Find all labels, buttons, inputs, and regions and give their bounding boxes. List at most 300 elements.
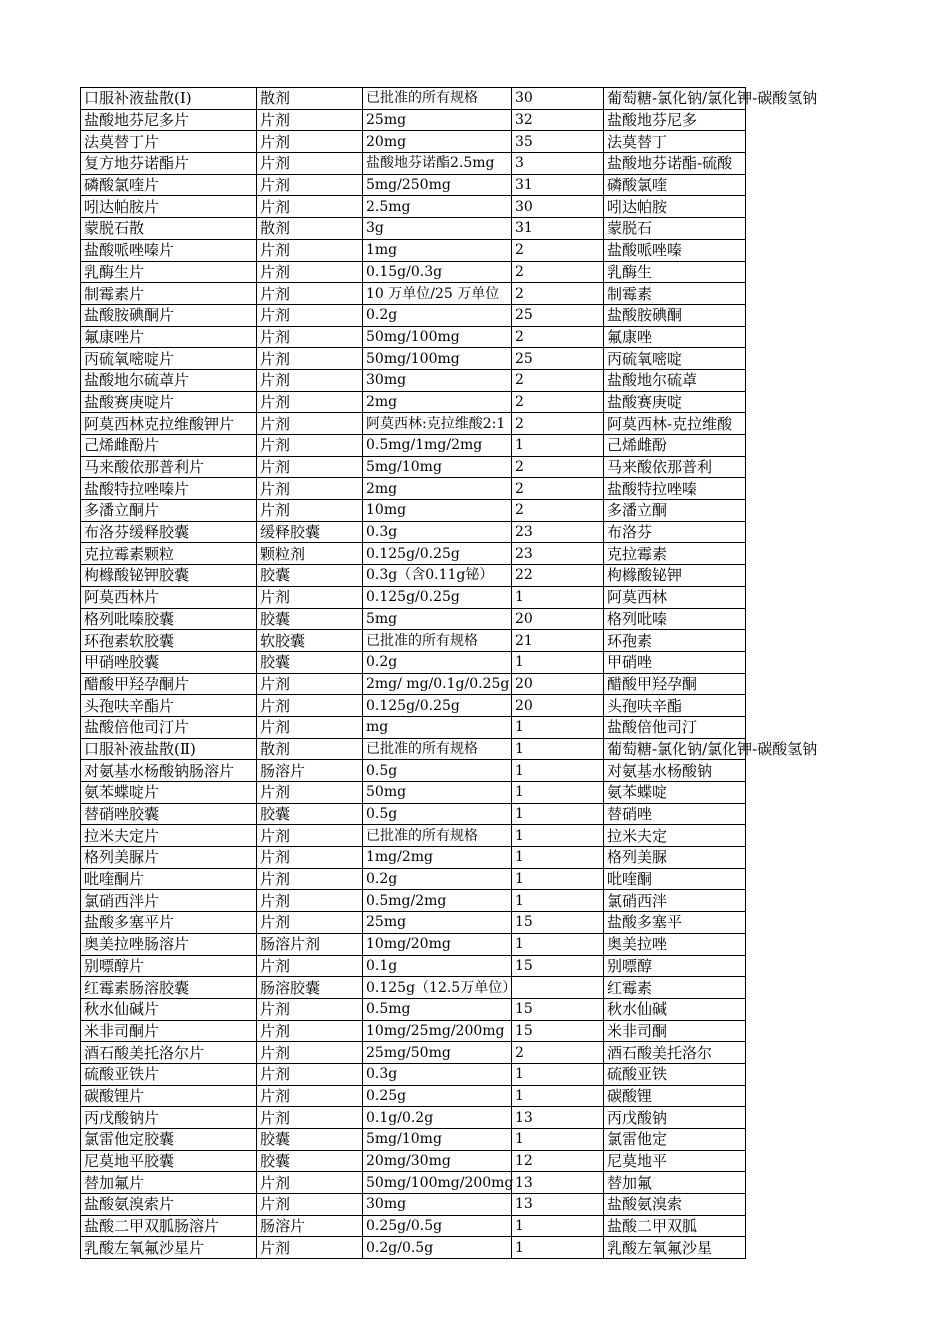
- specification-cell: [363, 825, 512, 847]
- number-cell: [512, 673, 604, 695]
- number-cell-text: 25: [515, 307, 533, 324]
- component-cell: [604, 413, 746, 435]
- specification-cell-text: 10 万单位/25 万单位: [366, 285, 500, 302]
- number-cell-text: 1: [515, 936, 524, 953]
- number-cell-text: 1: [515, 871, 524, 888]
- drug-name-cell-text: 硫酸亚铁片: [84, 1065, 160, 1084]
- specification-cell: [363, 369, 512, 391]
- dosage-form-cell-text: 片剂: [260, 371, 291, 390]
- drug-name-cell: [81, 261, 257, 283]
- dosage-form-cell-text: 胶囊: [260, 566, 291, 585]
- number-cell-text: 1: [515, 849, 524, 866]
- dosage-form-cell: [257, 1237, 363, 1259]
- component-cell: [604, 977, 746, 999]
- number-cell: [512, 283, 604, 305]
- specification-cell: [363, 1150, 512, 1172]
- dosage-form-cell: [257, 153, 363, 175]
- drug-name-cell: [81, 109, 257, 131]
- component-cell: [604, 196, 746, 218]
- specification-cell: [363, 955, 512, 977]
- component-cell-text: 盐酸氨溴索: [607, 1195, 683, 1214]
- drug-name-cell: [81, 847, 257, 869]
- dosage-form-cell-text: 散剂: [260, 219, 291, 238]
- drug-name-cell-text: 阿莫西林克拉维酸钾片: [84, 414, 235, 433]
- number-cell: [512, 955, 604, 977]
- component-cell: [604, 760, 746, 782]
- table-row: [81, 1042, 746, 1064]
- drug-name-cell-text: 拉米夫定片: [84, 826, 160, 845]
- specification-cell-text: 0.2g/0.5g: [366, 1239, 434, 1256]
- dosage-form-cell-text: 散剂: [260, 89, 291, 108]
- specification-cell-text: 10mg: [366, 502, 407, 519]
- component-cell-text: 己烯雌酚: [607, 436, 668, 455]
- specification-cell: [363, 413, 512, 435]
- number-cell-text: 1: [515, 719, 524, 736]
- specification-cell-text: 0.15g/0.3g: [366, 263, 443, 280]
- dosage-form-cell-text: 片剂: [260, 1173, 291, 1192]
- table-row: [81, 890, 746, 912]
- component-cell: [604, 1172, 746, 1194]
- drug-name-cell-text: 丙硫氧嘧啶片: [84, 349, 175, 368]
- drug-name-cell: [81, 500, 257, 522]
- table-row: [81, 673, 746, 695]
- specification-cell-text: 盐酸地芬诺酯2.5mg: [366, 155, 495, 172]
- dosage-form-cell-text: 片剂: [260, 197, 291, 216]
- specification-cell-text: 0.1g: [366, 957, 398, 974]
- specification-cell: [363, 500, 512, 522]
- dosage-form-cell: [257, 456, 363, 478]
- drug-name-cell: [81, 413, 257, 435]
- drug-name-cell: [81, 1172, 257, 1194]
- component-cell-text: 格列美脲: [607, 848, 668, 867]
- component-cell-text: 硫酸亚铁: [607, 1065, 668, 1084]
- number-cell: [512, 716, 604, 738]
- specification-cell-text: 0.2g: [366, 871, 398, 888]
- number-cell: [512, 109, 604, 131]
- component-cell-text: 头孢呋辛酯: [607, 696, 683, 715]
- drug-name-cell: [81, 738, 257, 760]
- dosage-form-cell-text: 片剂: [260, 891, 291, 910]
- component-cell-text: 碳酸锂: [607, 1086, 653, 1105]
- number-cell-text: 13: [515, 1109, 533, 1126]
- drug-name-cell-text: 磷酸氯喹片: [84, 176, 160, 195]
- specification-cell-text: 0.5g: [366, 806, 398, 823]
- number-cell-text: 2: [515, 263, 524, 280]
- number-cell: [512, 435, 604, 457]
- specification-cell: [363, 847, 512, 869]
- drug-name-cell-text: 盐酸特拉唑嗪片: [84, 479, 190, 498]
- table-row: [81, 630, 746, 652]
- number-cell: [512, 912, 604, 934]
- drug-name-cell: [81, 239, 257, 261]
- component-cell: [604, 153, 746, 175]
- dosage-form-cell-text: 片剂: [260, 1021, 291, 1040]
- dosage-form-cell-text: 片剂: [260, 718, 291, 737]
- dosage-form-cell: [257, 933, 363, 955]
- dosage-form-cell-text: 片剂: [260, 176, 291, 195]
- number-cell-text: 22: [515, 567, 533, 584]
- number-cell: [512, 348, 604, 370]
- dosage-form-cell-text: 片剂: [260, 392, 291, 411]
- component-cell: [604, 543, 746, 565]
- number-cell: [512, 847, 604, 869]
- number-cell: [512, 261, 604, 283]
- specification-cell-text: 0.125g（12.5万单位）: [366, 979, 517, 996]
- drug-name-cell: [81, 651, 257, 673]
- drug-name-cell: [81, 695, 257, 717]
- number-cell-text: 1: [515, 437, 524, 454]
- component-cell: [604, 283, 746, 305]
- drug-name-cell: [81, 391, 257, 413]
- dosage-form-cell-text: 胶囊: [260, 1152, 291, 1171]
- component-cell: [604, 565, 746, 587]
- component-cell-text: 氯硝西泮: [607, 891, 668, 910]
- drug-name-cell: [81, 608, 257, 630]
- dosage-form-cell: [257, 847, 363, 869]
- component-cell: [604, 109, 746, 131]
- number-cell: [512, 803, 604, 825]
- drug-name-cell-text: 头孢呋辛酯片: [84, 696, 175, 715]
- drug-name-cell: [81, 1107, 257, 1129]
- drug-name-cell: [81, 435, 257, 457]
- dosage-form-cell-text: 片剂: [260, 262, 291, 281]
- component-cell-text: 盐酸二甲双胍: [607, 1217, 698, 1236]
- component-cell-text: 布洛芬: [607, 523, 653, 542]
- component-cell: [604, 1107, 746, 1129]
- component-cell: [604, 955, 746, 977]
- component-cell: [604, 478, 746, 500]
- number-cell: [512, 1042, 604, 1064]
- specification-cell: [363, 716, 512, 738]
- specification-cell: [363, 478, 512, 500]
- drug-name-cell: [81, 716, 257, 738]
- table-body: [81, 88, 818, 1259]
- specification-cell-text: 0.3g: [366, 1066, 398, 1083]
- dosage-form-cell: [257, 88, 363, 110]
- dosage-form-cell: [257, 977, 363, 999]
- number-cell: [512, 131, 604, 153]
- dosage-form-cell-text: 片剂: [260, 913, 291, 932]
- table-row: [81, 348, 746, 370]
- dosage-form-cell: [257, 608, 363, 630]
- drug-name-cell-text: 丙戊酸钠片: [84, 1108, 160, 1127]
- number-cell-text: 15: [515, 914, 533, 931]
- drug-name-cell-text: 秋水仙碱片: [84, 1000, 160, 1019]
- table-row: [81, 391, 746, 413]
- number-cell-text: 1: [515, 784, 524, 801]
- dosage-form-cell-text: 片剂: [260, 1238, 291, 1257]
- number-cell-text: 1: [515, 1066, 524, 1083]
- table-row: [81, 456, 746, 478]
- component-cell-text: 吲达帕胺: [607, 197, 668, 216]
- component-cell: [604, 304, 746, 326]
- dosage-form-cell: [257, 782, 363, 804]
- number-cell: [512, 608, 604, 630]
- table-row: [81, 1194, 746, 1216]
- specification-cell: [363, 304, 512, 326]
- dosage-form-cell-text: 片剂: [260, 306, 291, 325]
- component-cell: [604, 174, 746, 196]
- number-cell: [512, 304, 604, 326]
- dosage-form-cell-text: 缓释胶囊: [260, 523, 321, 542]
- dosage-form-cell: [257, 283, 363, 305]
- drug-name-cell-text: 氯硝西泮片: [84, 891, 160, 910]
- drug-name-cell-text: 口服补液盐散(Ⅰ): [84, 89, 192, 108]
- drug-name-cell-text: 马来酸依那普利片: [84, 458, 205, 477]
- drug-name-cell: [81, 1129, 257, 1151]
- specification-cell-text: 0.2g: [366, 654, 398, 671]
- component-cell: [604, 88, 818, 110]
- component-cell: [604, 500, 746, 522]
- specification-cell-text: 2mg: [366, 393, 398, 410]
- drug-name-cell: [81, 803, 257, 825]
- drug-name-cell: [81, 196, 257, 218]
- dosage-form-cell-text: 肠溶片: [260, 761, 306, 780]
- number-cell: [512, 998, 604, 1020]
- specification-cell: [363, 196, 512, 218]
- component-cell-text: 丙硫氧嘧啶: [607, 349, 683, 368]
- drug-name-cell: [81, 933, 257, 955]
- specification-cell: [363, 174, 512, 196]
- number-cell: [512, 586, 604, 608]
- drug-name-cell: [81, 673, 257, 695]
- table-row: [81, 1237, 746, 1259]
- table-row: [81, 1063, 746, 1085]
- component-cell-text: 丙戊酸钠: [607, 1108, 668, 1127]
- component-cell: [604, 695, 746, 717]
- table-row: [81, 760, 746, 782]
- dosage-form-cell: [257, 716, 363, 738]
- specification-cell: [363, 261, 512, 283]
- dosage-form-cell: [257, 1042, 363, 1064]
- specification-cell: [363, 912, 512, 934]
- component-cell-text: 别嘌醇: [607, 956, 653, 975]
- component-cell-text: 甲硝唑: [607, 653, 653, 672]
- component-cell: [604, 651, 746, 673]
- component-cell-text: 吡喹酮: [607, 870, 653, 889]
- table-row: [81, 738, 746, 760]
- dosage-form-cell-text: 片剂: [260, 1086, 291, 1105]
- dosage-form-cell: [257, 261, 363, 283]
- dosage-form-cell-text: 片剂: [260, 956, 291, 975]
- specification-cell-text: 0.125g/0.25g: [366, 697, 460, 714]
- specification-cell-text: 0.125g/0.25g: [366, 545, 460, 562]
- number-cell-text: 31: [515, 220, 533, 237]
- dosage-form-cell-text: 片剂: [260, 501, 291, 520]
- component-cell-text: 枸橼酸铋钾: [607, 566, 683, 585]
- specification-cell: [363, 651, 512, 673]
- specification-cell-text: 3g: [366, 220, 384, 237]
- number-cell-text: 2: [515, 242, 524, 259]
- number-cell: [512, 782, 604, 804]
- dosage-form-cell: [257, 1085, 363, 1107]
- number-cell: [512, 630, 604, 652]
- table-row: [81, 1215, 746, 1237]
- specification-cell-text: 0.2g: [366, 307, 398, 324]
- drug-name-cell: [81, 521, 257, 543]
- number-cell: [512, 738, 604, 760]
- drug-name-cell-text: 环孢素软胶囊: [84, 631, 175, 650]
- drug-name-cell-text: 红霉素肠溶胶囊: [84, 978, 190, 997]
- component-cell: [604, 868, 746, 890]
- component-cell-text: 马来酸依那普利: [607, 458, 713, 477]
- drug-name-cell-text: 布洛芬缓释胶囊: [84, 523, 190, 542]
- dosage-form-cell: [257, 868, 363, 890]
- dosage-form-cell-text: 胶囊: [260, 653, 291, 672]
- drug-name-cell-text: 醋酸甲羟孕酮片: [84, 674, 190, 693]
- specification-cell: [363, 153, 512, 175]
- table-row: [81, 1150, 746, 1172]
- number-cell: [512, 326, 604, 348]
- component-cell: [604, 738, 818, 760]
- specification-cell-text: 2mg: [366, 480, 398, 497]
- specification-cell-text: 20mg/30mg: [366, 1153, 451, 1170]
- table-row: [81, 283, 746, 305]
- component-cell: [604, 369, 746, 391]
- number-cell-text: 1: [515, 589, 524, 606]
- drug-name-cell: [81, 88, 257, 110]
- specification-cell-text: 0.25g/0.5g: [366, 1218, 443, 1235]
- drug-name-cell: [81, 326, 257, 348]
- drug-name-cell-text: 盐酸赛庚啶片: [84, 392, 175, 411]
- drug-name-cell-text: 米非司酮片: [84, 1021, 160, 1040]
- component-cell: [604, 391, 746, 413]
- component-cell-text: 盐酸倍他司汀: [607, 718, 698, 737]
- dosage-form-cell-text: 片剂: [260, 111, 291, 130]
- specification-cell-text: 2mg/ mg/0.1g/0.25g: [366, 675, 510, 692]
- number-cell: [512, 1172, 604, 1194]
- dosage-form-cell-text: 片剂: [260, 1195, 291, 1214]
- dosage-form-cell-text: 肠溶胶囊: [260, 978, 321, 997]
- drug-name-cell-text: 替硝唑胶囊: [84, 805, 160, 824]
- specification-cell-text: mg: [366, 719, 389, 736]
- table-row: [81, 695, 746, 717]
- component-cell-text: 环孢素: [607, 631, 653, 650]
- component-cell-text: 阿莫西林-克拉维酸: [607, 414, 733, 433]
- specification-cell: [363, 760, 512, 782]
- dosage-form-cell-text: 胶囊: [260, 609, 291, 628]
- number-cell-text: 1: [515, 1131, 524, 1148]
- dosage-form-cell: [257, 912, 363, 934]
- specification-cell: [363, 608, 512, 630]
- drug-name-cell: [81, 369, 257, 391]
- dosage-form-cell: [257, 131, 363, 153]
- drug-name-cell-text: 乳酶生片: [84, 262, 145, 281]
- component-cell: [604, 1150, 746, 1172]
- number-cell-text: 21: [515, 632, 533, 649]
- specification-cell: [363, 1215, 512, 1237]
- dosage-form-cell-text: 片剂: [260, 696, 291, 715]
- specification-cell: [363, 1020, 512, 1042]
- drug-name-cell: [81, 955, 257, 977]
- dosage-form-cell-text: 软胶囊: [260, 631, 306, 650]
- drug-name-cell: [81, 348, 257, 370]
- specification-cell: [363, 88, 512, 110]
- component-cell-text: 奥美拉唑: [607, 935, 668, 954]
- specification-cell-text: 20mg: [366, 133, 407, 150]
- specification-cell: [363, 326, 512, 348]
- drug-name-cell: [81, 586, 257, 608]
- drug-name-cell: [81, 1194, 257, 1216]
- number-cell-text: 1: [515, 1218, 524, 1235]
- dosage-form-cell: [257, 521, 363, 543]
- specification-cell-text: 10mg/20mg: [366, 936, 451, 953]
- drug-name-cell: [81, 1085, 257, 1107]
- table-row: [81, 304, 746, 326]
- number-cell: [512, 1194, 604, 1216]
- dosage-form-cell-text: 片剂: [260, 1108, 291, 1127]
- table-row: [81, 131, 746, 153]
- component-cell: [604, 326, 746, 348]
- number-cell: [512, 239, 604, 261]
- number-cell: [512, 868, 604, 890]
- drug-table: [80, 87, 818, 1259]
- number-cell-text: 23: [515, 545, 533, 562]
- component-cell-text: 替硝唑: [607, 805, 653, 824]
- table-row: [81, 196, 746, 218]
- number-cell-text: 30: [515, 90, 533, 107]
- component-cell-text: 拉米夫定: [607, 826, 668, 845]
- number-cell-text: 32: [515, 112, 533, 129]
- number-cell: [512, 933, 604, 955]
- number-cell-text: 13: [515, 1174, 533, 1191]
- table-row: [81, 586, 746, 608]
- number-cell-text: 1: [515, 654, 524, 671]
- component-cell-text: 盐酸赛庚啶: [607, 392, 683, 411]
- drug-name-cell: [81, 153, 257, 175]
- table-row: [81, 933, 746, 955]
- number-cell: [512, 890, 604, 912]
- number-cell: [512, 391, 604, 413]
- table-row: [81, 239, 746, 261]
- specification-cell: [363, 1172, 512, 1194]
- dosage-form-cell: [257, 1063, 363, 1085]
- number-cell: [512, 1129, 604, 1151]
- dosage-form-cell: [257, 174, 363, 196]
- table-row: [81, 500, 746, 522]
- number-cell-text: 2: [515, 393, 524, 410]
- table-row: [81, 435, 746, 457]
- dosage-form-cell: [257, 1107, 363, 1129]
- dosage-form-cell: [257, 673, 363, 695]
- component-cell-text: 氯雷他定: [607, 1130, 668, 1149]
- dosage-form-cell-text: 片剂: [260, 349, 291, 368]
- number-cell: [512, 825, 604, 847]
- dosage-form-cell: [257, 304, 363, 326]
- component-cell: [604, 673, 746, 695]
- specification-cell: [363, 391, 512, 413]
- number-cell-text: 1: [515, 827, 524, 844]
- component-cell: [604, 998, 746, 1020]
- drug-name-cell: [81, 131, 257, 153]
- number-cell-text: 2: [515, 285, 524, 302]
- specification-cell: [363, 695, 512, 717]
- number-cell-text: 25: [515, 350, 533, 367]
- drug-name-cell-text: 格列美脲片: [84, 848, 160, 867]
- drug-name-cell-text: 氨苯蝶啶片: [84, 783, 160, 802]
- dosage-form-cell: [257, 326, 363, 348]
- number-cell-text: 2: [515, 328, 524, 345]
- component-cell: [604, 608, 746, 630]
- drug-name-cell: [81, 630, 257, 652]
- drug-name-cell-text: 甲硝唑胶囊: [84, 653, 160, 672]
- specification-cell-text: 已批准的所有规格: [366, 827, 478, 844]
- specification-cell-text: 0.5mg/1mg/2mg: [366, 437, 483, 454]
- number-cell-text: 1: [515, 806, 524, 823]
- specification-cell-text: 50mg/100mg/200mg: [366, 1174, 514, 1191]
- number-cell: [512, 521, 604, 543]
- component-cell-text: 多潘立酮: [607, 501, 668, 520]
